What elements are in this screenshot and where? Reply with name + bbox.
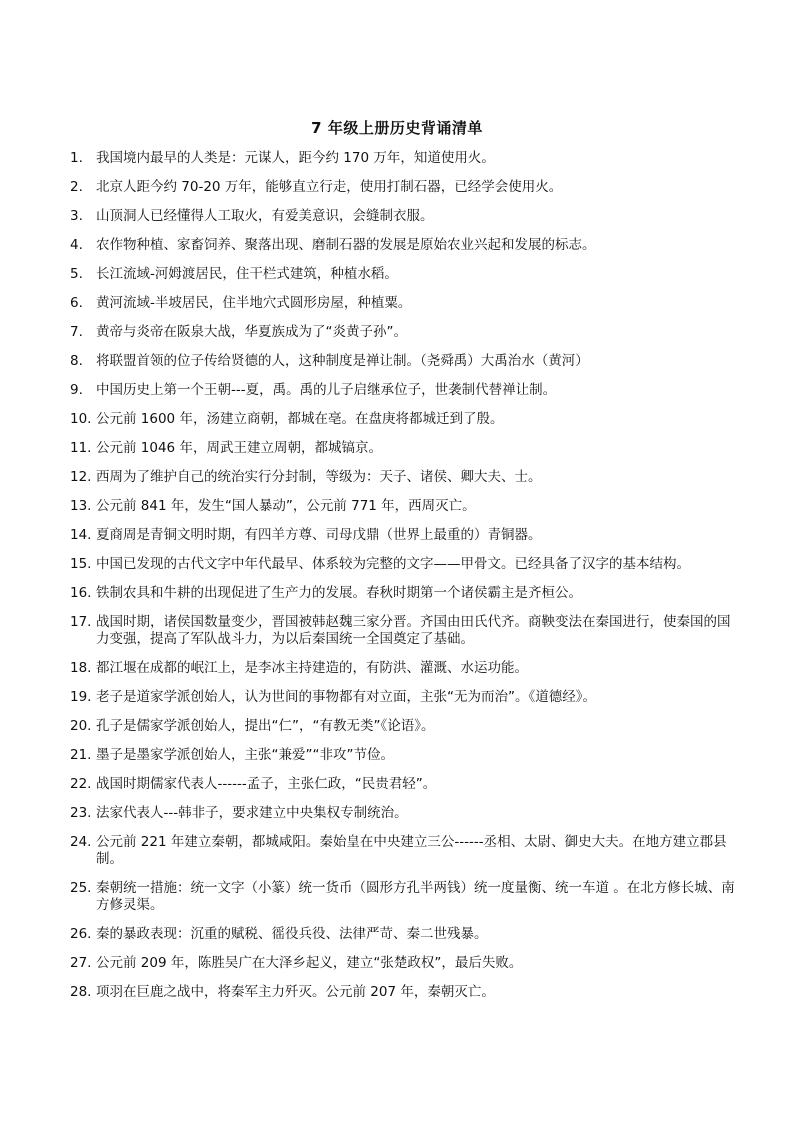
item-text: 长江流域-河姆渡居民，住干栏式建筑，种植水稻。 — [96, 266, 398, 282]
item-text: 我国境内最早的人类是：元谋人，距今约 170 万年，知道使用火。 — [96, 150, 495, 166]
item-number: 16. — [70, 585, 92, 601]
list-item — [70, 984, 742, 1001]
item-number: 13. — [70, 498, 92, 514]
item-number: 8. — [70, 353, 83, 369]
item-text: 中国已发现的古代文字中年代最早、体系较为完整的文字——甲骨文。已经具备了汉字的基本结构。 — [96, 556, 690, 572]
item-text: 公元前 221 年建立秦朝，都城咸阳。秦始皇在中央建立三公------丞相、太尉、御史大夫。在地方建立郡县制。 — [96, 834, 727, 867]
list-item — [70, 266, 742, 283]
item-number: 9. — [70, 382, 83, 398]
item-text: 黄河流域-半坡居民，住半地穴式圆形房屋，种植粟。 — [96, 295, 412, 311]
list-item — [70, 237, 742, 254]
list-item — [70, 747, 742, 764]
item-number: 10. — [70, 411, 92, 427]
list-item — [70, 179, 742, 196]
item-text: 孔子是儒家学派创始人，提出“仁”，“有教无类”《论语》。 — [96, 718, 435, 734]
item-text: 秦的暴政表现：沉重的赋税、徭役兵役、法律严苛、秦二世残暴。 — [96, 926, 488, 942]
recitation-list — [70, 150, 742, 1013]
item-text: 法家代表人---韩非子，要求建立中央集权专制统治。 — [96, 805, 408, 821]
item-number: 26. — [70, 926, 92, 942]
item-number: 23. — [70, 805, 92, 821]
item-number: 22. — [70, 776, 92, 792]
list-item — [70, 353, 742, 370]
item-number: 1. — [70, 150, 83, 166]
list-item — [70, 880, 742, 914]
list-item — [70, 718, 742, 735]
list-item — [70, 585, 742, 602]
item-number: 25. — [70, 880, 92, 896]
item-text: 秦朝统一措施：统一文字（小篆）统一货币（圆形方孔半两钱）统一度量衡、统一车道 。在北方修长城、南方修灵渠。 — [96, 880, 735, 913]
list-item — [70, 955, 742, 972]
item-number: 12. — [70, 469, 92, 485]
list-item — [70, 411, 742, 428]
item-text: 都江堰在成都的岷江上，是李冰主持建造的，有防洪、灌溉、水运功能。 — [96, 660, 528, 676]
list-item — [70, 834, 742, 868]
item-number: 11. — [70, 440, 92, 456]
item-number: 7. — [70, 324, 83, 340]
item-number: 6. — [70, 295, 83, 311]
list-item — [70, 208, 742, 225]
list-item — [70, 382, 742, 399]
item-text: 铁制农具和牛耕的出现促进了生产力的发展。春秋时期第一个诸侯霸主是齐桓公。 — [96, 585, 582, 601]
item-number: 24. — [70, 834, 92, 850]
item-text: 中国历史上第一个王朝---夏，禹。禹的儿子启继承位子，世袭制代替禅让制。 — [96, 382, 557, 398]
item-text: 农作物种植、家畜饲养、聚落出现、磨制石器的发展是原始农业兴起和发展的标志。 — [96, 237, 596, 253]
item-text: 黄帝与炎帝在阪泉大战，华夏族成为了“炎黄子孙”。 — [96, 324, 407, 340]
item-text: 老子是道家学派创始人，认为世间的事物都有对立面，主张“无为而治”。《道德经》。 — [96, 689, 596, 705]
document-title: 7 年级上册历史背诵清单 — [311, 119, 483, 137]
list-item — [70, 150, 742, 167]
item-number: 15. — [70, 556, 92, 572]
item-text: 公元前 209 年，陈胜吴广在大泽乡起义，建立“张楚政权”，最后失败。 — [96, 955, 523, 971]
item-number: 20. — [70, 718, 92, 734]
item-text: 西周为了维护自己的统治实行分封制，等级为：天子、诸侯、卿大夫、士。 — [96, 469, 542, 485]
item-text: 战国时期儒家代表人------孟子，主张仁政，“民贵君轻”。 — [96, 776, 437, 792]
item-text: 公元前 1046 年，周武王建立周朝，都城镐京。 — [96, 440, 382, 456]
item-number: 3. — [70, 208, 83, 224]
item-number: 18. — [70, 660, 92, 676]
list-item — [70, 498, 742, 515]
item-text: 夏商周是青铜文明时期，有四羊方尊、司母戊鼎（世界上最重的）青铜器。 — [96, 527, 542, 543]
list-item — [70, 776, 742, 793]
item-number: 17. — [70, 614, 92, 630]
list-item — [70, 295, 742, 312]
list-item — [70, 556, 742, 573]
list-item — [70, 660, 742, 677]
item-number: 19. — [70, 689, 92, 705]
item-number: 4. — [70, 237, 83, 253]
list-item — [70, 689, 742, 706]
item-number: 2. — [70, 179, 83, 195]
item-number: 28. — [70, 984, 92, 1000]
list-item — [70, 440, 742, 457]
item-text: 公元前 841 年，发生“国人暴动”，公元前 771 年，西周灭亡。 — [96, 498, 476, 514]
list-item — [70, 527, 742, 544]
item-number: 27. — [70, 955, 92, 971]
item-text: 山顶洞人已经懂得人工取火，有爱美意识，会缝制衣服。 — [96, 208, 434, 224]
item-number: 5. — [70, 266, 83, 282]
list-item — [70, 805, 742, 822]
list-item — [70, 469, 742, 486]
item-number: 21. — [70, 747, 92, 763]
item-number: 14. — [70, 527, 92, 543]
item-text: 项羽在巨鹿之战中，将秦军主力歼灭。公元前 207 年，秦朝灭亡。 — [96, 984, 495, 1000]
item-text: 公元前 1600 年，汤建立商朝，都城在亳。在盘庚将都城迁到了殷。 — [96, 411, 504, 427]
list-item — [70, 614, 742, 648]
list-item — [70, 926, 742, 943]
item-text: 墨子是墨家学派创始人，主张“兼爱”“非攻”节俭。 — [96, 747, 394, 763]
list-item — [70, 324, 742, 341]
item-text: 将联盟首领的位子传给贤德的人，这种制度是禅让制。（尧舜禹）大禹治水（黄河） — [96, 353, 589, 369]
item-text: 北京人距今约 70-20 万年，能够直立行走，使用打制石器，已经学会使用火。 — [96, 179, 563, 195]
item-text: 战国时期，诸侯国数量变少，晋国被韩赵魏三家分晋。齐国由田氏代齐。商鞅变法在秦国进行，使秦国的国力变强，提高了军队战斗力，为以后秦国统一全国奠定了基础。 — [96, 614, 731, 647]
